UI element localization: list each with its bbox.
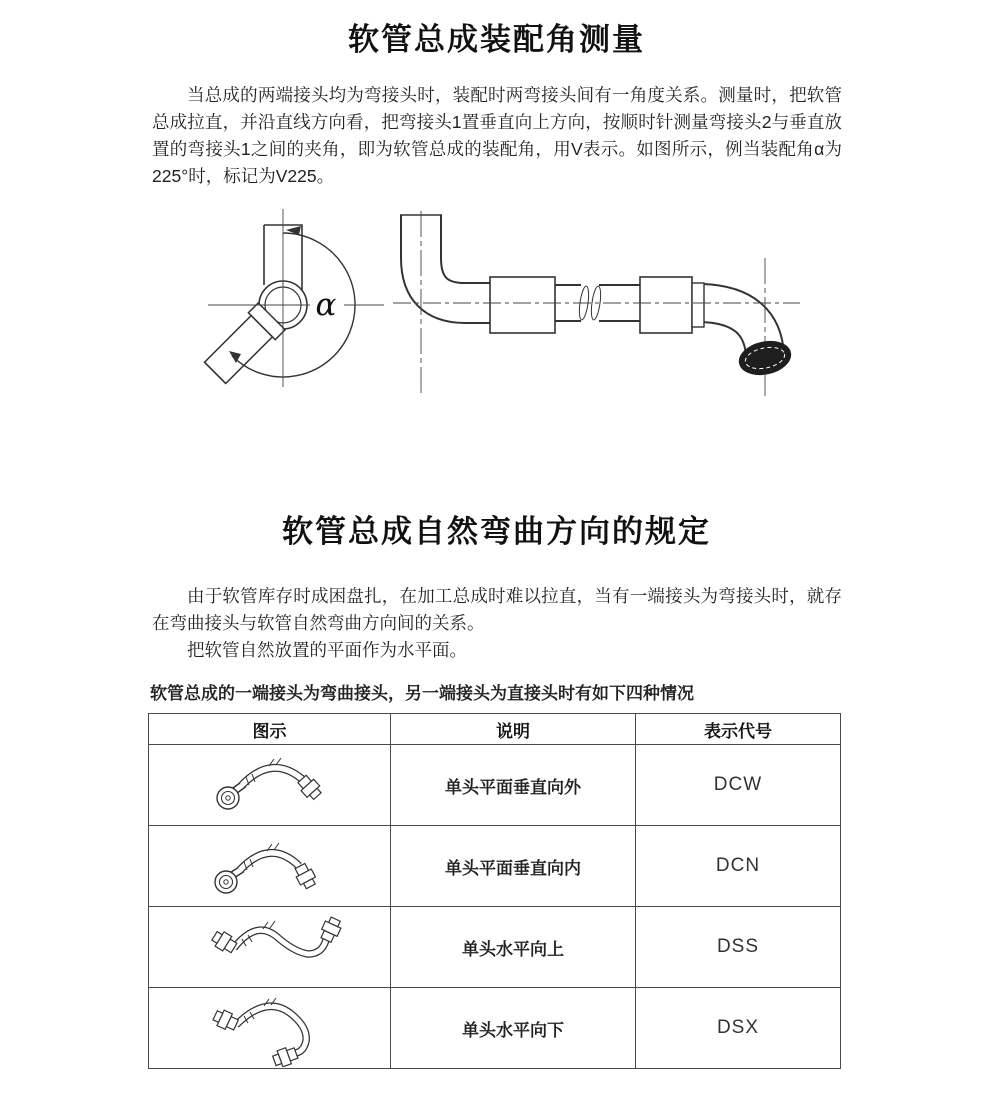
side-view-hose-diagram <box>393 211 800 396</box>
description-cell: 单头水平向上 <box>391 907 636 988</box>
hose-s-curve-up-icon <box>150 908 390 986</box>
code-cell: DSS <box>636 907 841 988</box>
hose-banjo-arc-outward-icon <box>150 746 390 824</box>
section2-paragraphs <box>152 583 842 664</box>
description-cell: 单头平面垂直向外 <box>391 745 636 826</box>
col-header-illustration: 图示 <box>149 714 391 745</box>
col-header-code: 表示代号 <box>636 714 841 745</box>
section1-paragraph: 当总成的两端接头均为弯接头时，装配时两弯接头间有一角度关系。测量时，把软管总成拉直，并沿直线方向看，把弯接头1置垂直向上方向，按顺时针测量弯接头2与垂直放置的弯接头1之间的夹角，即为软管总成的装配角，用V表示。如图所示，例当装配角α为225°时，标记为V225。 <box>152 85 842 186</box>
assembly-angle-diagram-svg <box>150 203 850 398</box>
hose-banjo-arc-inward-icon <box>150 827 390 905</box>
section2-paragraph-2: 把软管自然放置的平面作为水平面。 <box>187 640 467 660</box>
col-header-description: 说明 <box>391 714 636 745</box>
code-cell: DCW <box>636 745 841 826</box>
front-view-elbow-diagram <box>202 209 384 387</box>
angle-alpha-label: α <box>315 287 337 323</box>
table-row <box>149 988 841 1069</box>
section2-paragraph-1: 由于软管库存时成困盘扎，在加工总成时难以拉直，当有一端接头为弯接头时，就存在弯曲接头与软管自然弯曲方向间的关系。 <box>152 586 842 633</box>
table-row <box>149 745 841 826</box>
bend-direction-table <box>148 713 841 1069</box>
table-row <box>149 826 841 907</box>
table-intro: 软管总成的一端接头为弯曲接头，另一端接头为直接头时有如下四种情况 <box>150 684 694 703</box>
code-cell: DCN <box>636 826 841 907</box>
hose-arc-hook-down-icon <box>150 989 390 1067</box>
code-cell: DSX <box>636 988 841 1069</box>
table-row <box>149 907 841 988</box>
table-header-row <box>149 714 841 745</box>
section2-title: 软管总成自然弯曲方向的规定 <box>282 514 711 549</box>
description-cell: 单头平面垂直向内 <box>391 826 636 907</box>
assembly-angle-diagram <box>150 203 850 398</box>
description-cell: 单头水平向下 <box>391 988 636 1069</box>
section1-title: 软管总成装配角测量 <box>348 22 645 57</box>
